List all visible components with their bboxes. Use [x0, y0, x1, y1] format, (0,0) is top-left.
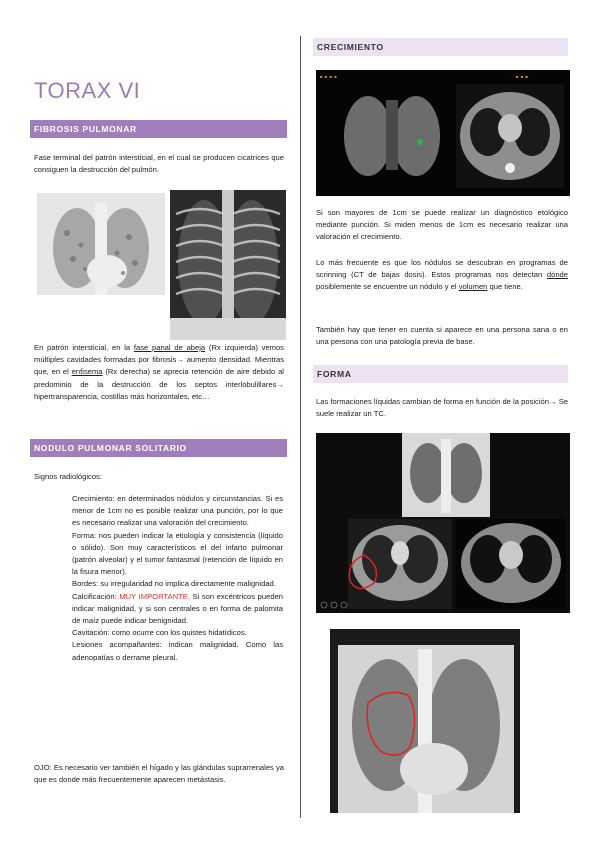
fibrosis-text-a: En patrón intersticial, en la	[34, 343, 134, 352]
fibrosis-text-b: (Rx izquierda) vemos múltiples cavidades formadas por fibrosis→ aumento densidad. Mientras que, en el	[34, 343, 284, 377]
page-title: TORAX VI	[34, 78, 141, 103]
section-heading-nodulo: NODULO PULMONAR SOLITARIO	[30, 439, 287, 457]
crecimiento-p1: Si son mayores de 1cm se puede realizar un diagnóstico etológico mediante punción. Si miden menos de 1cm es necesario realizar una valoración el crecimiento.	[316, 208, 568, 242]
fibrosis-text-c: (Rx derecha) se aprecia retención de aire debido al predominio de la destrucción de los septos interlobulillares→ hipertransparencia, costillas más horizontales, etc…	[34, 367, 284, 401]
ct-growth-images	[316, 70, 570, 196]
xray-emphysema-image	[170, 190, 286, 340]
sign-cavitacion: Cavitación: como ocurre con los quistes hidatídicos.	[72, 628, 247, 638]
fibrosis-intro: Fase terminal del patrón intersticial, en el cual se producen cicatrices que consiguen la destrucción del pulmón.	[34, 153, 284, 175]
calcificacion-text: Si son excéntricos pueden indicar malignidad, y si son centrales o en forma de palomita de maíz puede indicar benignidad.	[72, 591, 283, 626]
crecimiento-p2-b: posiblemente se encuentre un nódulo y el	[316, 282, 459, 292]
sign-calcificacion	[72, 591, 283, 628]
forma-lateral-xray-image	[330, 629, 520, 813]
ct-growth-drawing	[316, 70, 570, 196]
sign-bordes: Bordes: su irregularidad no implica directamente malignidad.	[72, 579, 276, 589]
section-heading-fibrosis: FIBROSIS PULMONAR	[30, 120, 287, 138]
crecimiento-p2	[316, 257, 568, 294]
section-heading-crecimiento: CRECIMIENTO	[313, 38, 568, 56]
fibrosis-text-enfisema: enfisema	[71, 367, 103, 377]
crecimiento-p2-donde: dónde	[546, 270, 568, 280]
xray-honeycomb-drawing	[37, 193, 165, 295]
fibrosis-text-honeycomb: fase panal de abeja	[133, 343, 206, 352]
column-divider	[300, 36, 301, 818]
forma-p1: Las formaciones líquidas cambian de forma en función de la posición→ Se suele realizar un TC.	[316, 397, 568, 419]
svg-text:■ ■ ■ ■: ■ ■ ■ ■	[320, 76, 337, 80]
svg-text:■ ■ ■: ■ ■ ■	[516, 76, 529, 80]
calcificacion-important: MUY IMPORTANTE.	[119, 591, 190, 601]
nodulo-ojo-note: OJO: Es necesario ver también el hígado y las glándulas suprarrenales ya que es donde más frecuentemente aparecen metástasis.	[34, 763, 284, 785]
crecimiento-p2-c: que tiene.	[487, 282, 523, 292]
sign-crecimiento: Crecimiento: en determinados nódulos y circunstancias. Si es menor de 1cm no es posible realizar una punción, por lo que es necesario realizar una valoración del crecimiento.	[72, 494, 283, 528]
sign-forma: Forma: nos pueden indicar la etiología y consistencia (líquido o sólido). Son muy característicos el del infarto pulmonar (patrón alveolar) y el tumor fantasmal (retención de líquido en la fisura menor).	[72, 530, 283, 577]
forma-lateral-xray-drawing	[330, 629, 520, 813]
calcificacion-label: Calcificación:	[72, 591, 120, 601]
section-heading-forma: FORMA	[313, 365, 568, 383]
crecimiento-p2-a: Lo más frecuente es que los nódulos se descubran en programas de scrinning (CT de bajas dosis). Estos programas nos detectan	[316, 258, 568, 280]
xray-honeycomb-image	[37, 193, 165, 295]
crecimiento-p2-volumen: volumen	[458, 282, 488, 292]
nodulo-signs-list	[72, 493, 283, 664]
sign-lesiones: Lesiones acompañantes: indican malignidad. Como las adenopatías o derrame pleural.	[72, 640, 283, 662]
forma-image-drawing	[316, 433, 570, 613]
crecimiento-p3: También hay que tener en cuenta si aparece en una persona sana o en una persona con una patología previa de base.	[316, 325, 568, 347]
forma-image-panel	[316, 433, 570, 613]
nodulo-signs-label: Signos radiológicos:	[34, 472, 102, 481]
xray-emphysema-drawing	[170, 190, 286, 340]
fibrosis-explanation	[34, 342, 284, 403]
